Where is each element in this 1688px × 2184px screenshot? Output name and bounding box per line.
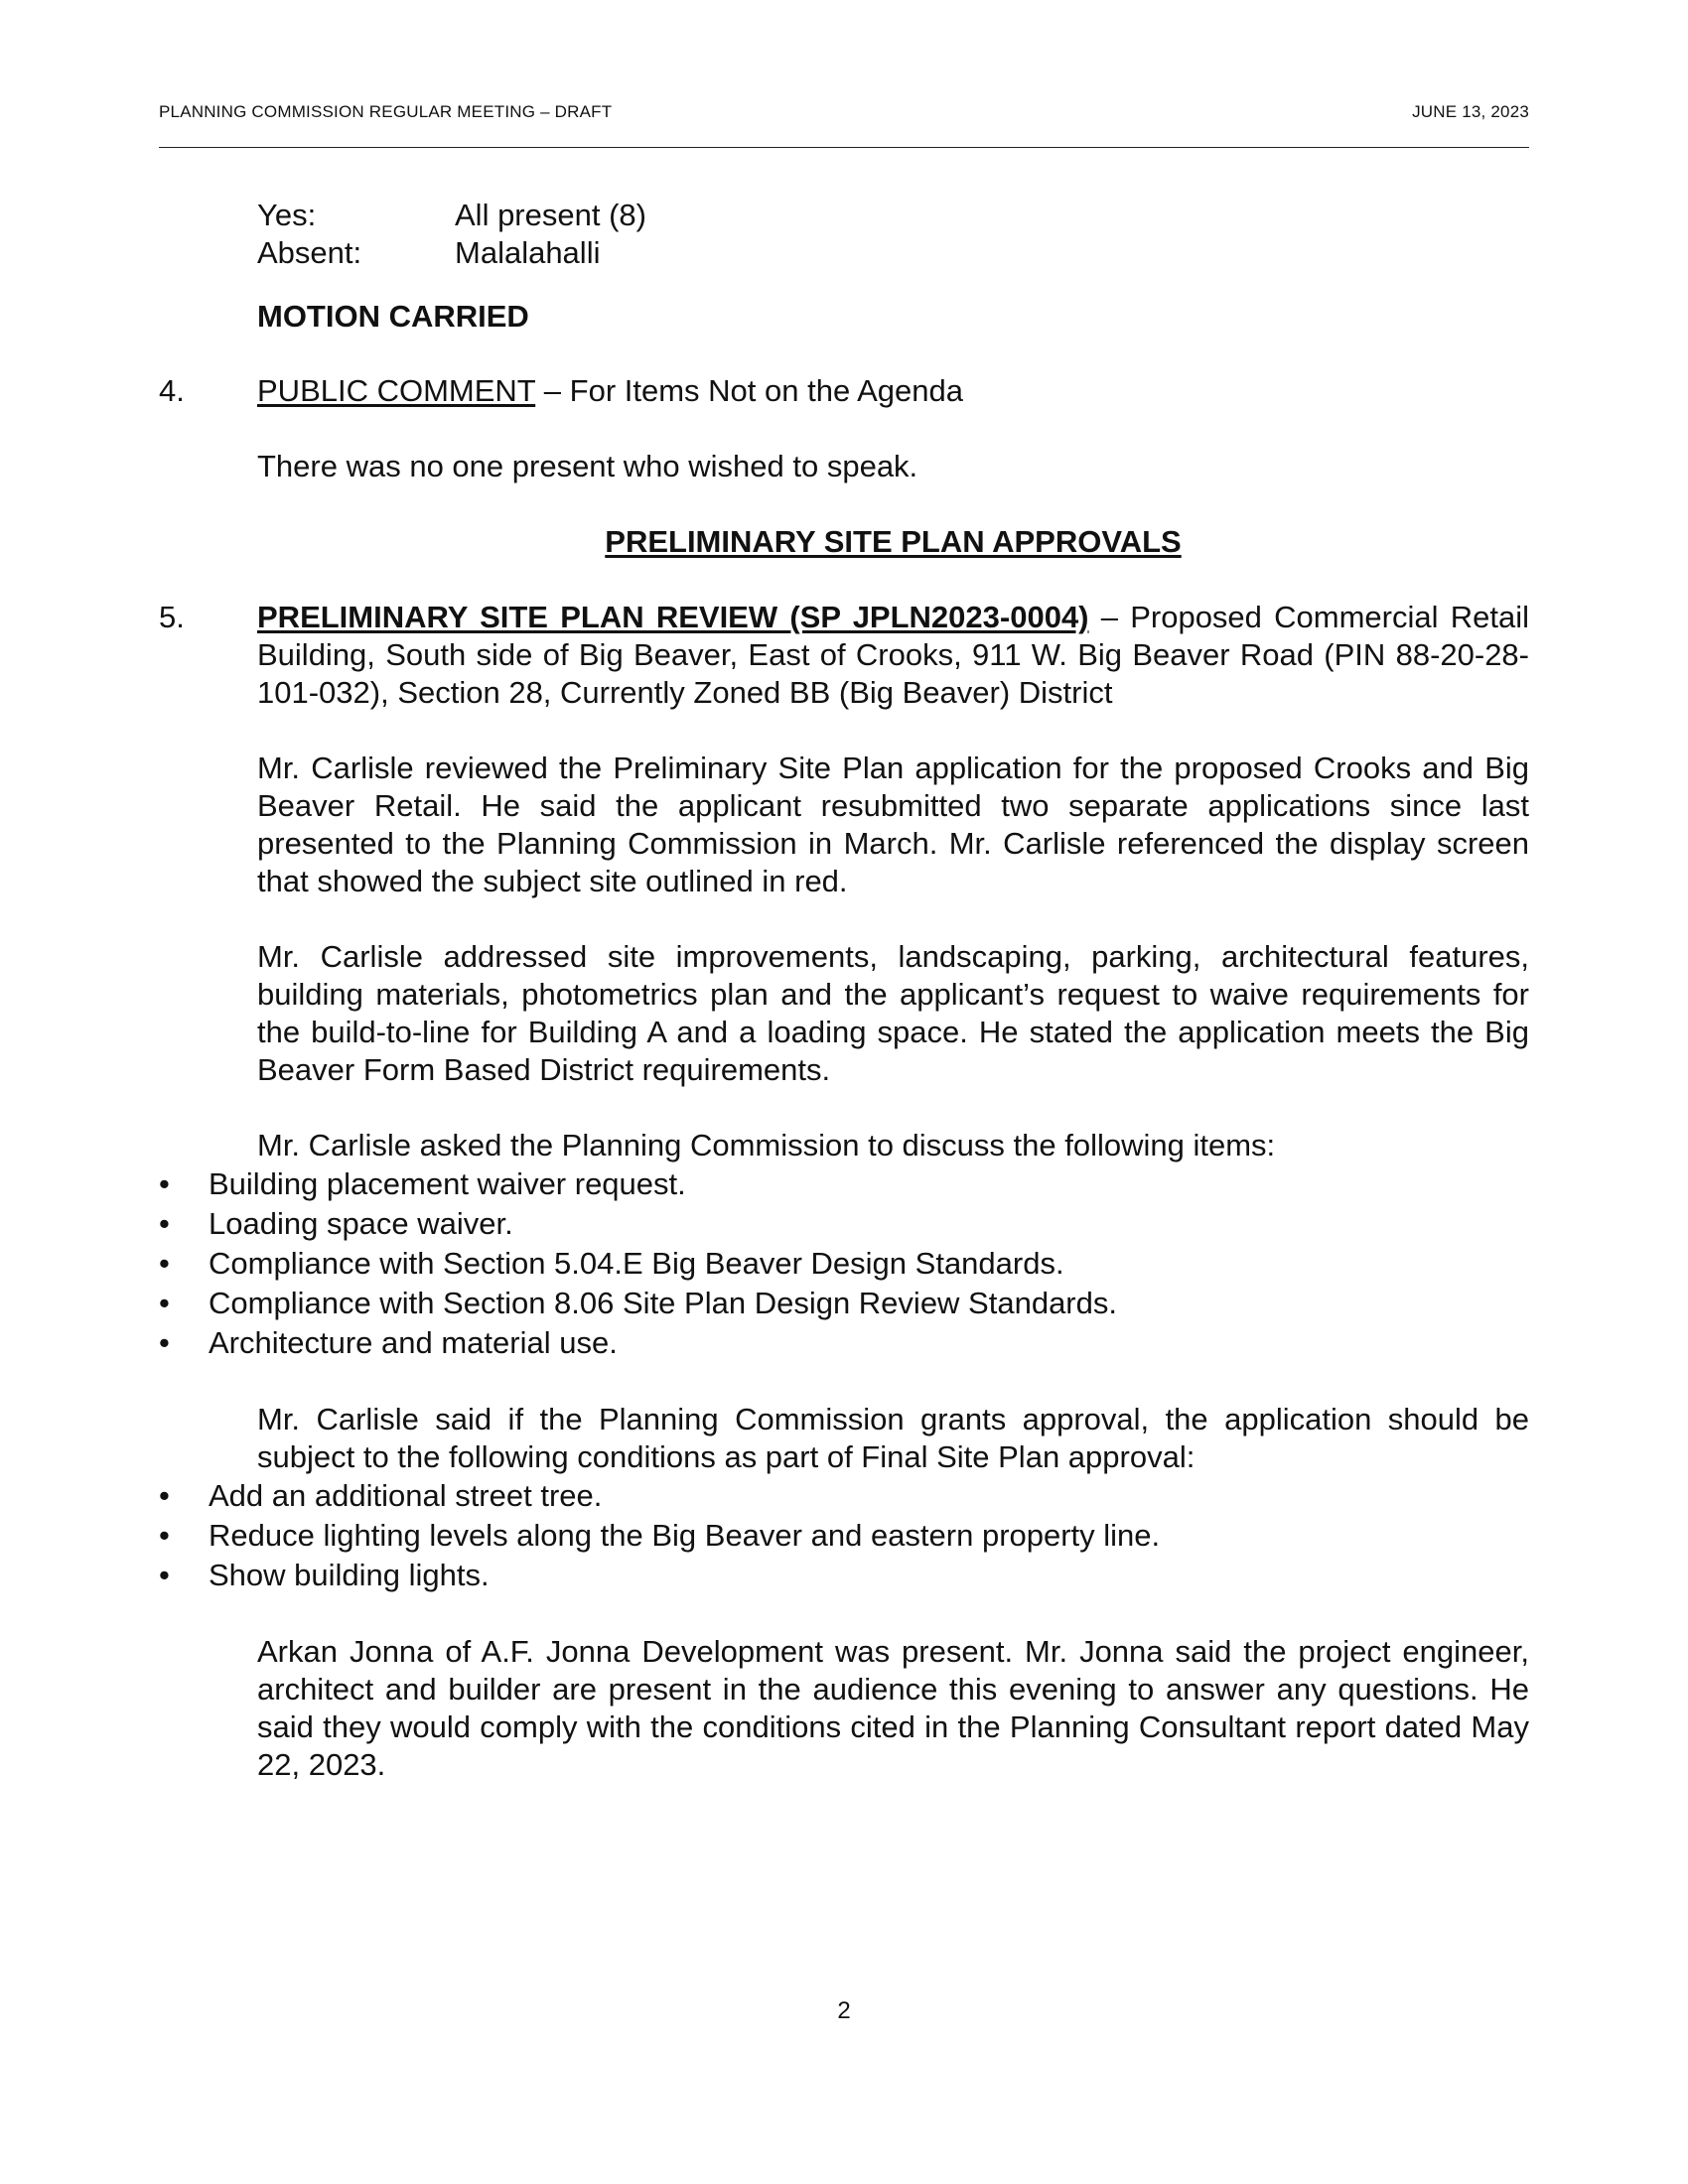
item-heading — [257, 599, 1529, 712]
item-number: 4. — [159, 373, 185, 408]
vote-absent-value: Malalahalli — [455, 235, 601, 270]
vote-yes-label: Yes: — [257, 198, 317, 232]
item-title: PUBLIC COMMENT — [257, 373, 536, 408]
vote-yes-value: All present (8) — [455, 198, 646, 232]
paragraph-conditions-intro: Mr. Carlisle said if the Planning Commission grants approval, the application should be subject to the following conditions as part of Final Site Plan approval: — [257, 1402, 1529, 1474]
list-item-text: Add an additional street tree. — [209, 1478, 603, 1513]
bullet-icon: • — [159, 1325, 170, 1360]
item-subtitle: – For Items Not on the Agenda — [535, 373, 963, 408]
paragraph-improvements: Mr. Carlisle addressed site improvements, landscaping, parking, architectural features, building materials, photometrics plan and the applicant’s request to waive requirements for the build-to-line for Building A and a loading space. He stated the application meets the Big Beaver Form Based District requirements. — [257, 939, 1529, 1087]
list-item-text: Reduce lighting levels along the Big Beaver and eastern property line. — [209, 1518, 1161, 1553]
item-title: PRELIMINARY SITE PLAN REVIEW (SP JPLN2023-0004) — [257, 600, 1089, 634]
page-body — [159, 197, 1529, 1784]
agenda-item-4 — [159, 372, 1529, 410]
paragraph-review: Mr. Carlisle reviewed the Preliminary Site Plan application for the proposed Crooks and Big Beaver Retail. He said the applicant resubmitted two separate applications since last presented to the Planning Commission in March. Mr. Carlisle referenced the display screen that showed the subject site outlined in red. — [257, 751, 1529, 898]
bullet-icon: • — [159, 1286, 170, 1320]
list-item-text: Architecture and material use. — [209, 1325, 618, 1360]
item-number: 5. — [159, 600, 185, 634]
bullet-icon: • — [159, 1478, 170, 1513]
list-item-text: Loading space waiver. — [209, 1206, 513, 1241]
vote-absent-label: Absent: — [257, 235, 362, 270]
list-item — [159, 1516, 1431, 1556]
bullet-icon: • — [159, 1558, 170, 1592]
list-item-text: Compliance with Section 8.06 Site Plan Design Review Standards. — [209, 1286, 1117, 1320]
list-item — [159, 1284, 1431, 1323]
bullet-icon: • — [159, 1246, 170, 1281]
paragraph-applicant: Arkan Jonna of A.F. Jonna Development was present. Mr. Jonna said the project engineer, architect and builder are present in the audience this evening to answer any questions. He said they would comply with the conditions cited in the Planning Consultant report dated May 22, 2023. — [257, 1634, 1529, 1782]
list-item-text: Compliance with Section 5.04.E Big Beaver Design Standards. — [209, 1246, 1064, 1281]
paragraph-discussion-intro: Mr. Carlisle asked the Planning Commission to discuss the following items: — [257, 1128, 1276, 1162]
item-heading — [257, 372, 1529, 410]
discussion-items-list — [159, 1164, 1431, 1363]
vote-absent-row — [257, 234, 1529, 272]
agenda-item-5 — [159, 599, 1529, 712]
vote-record — [257, 197, 1529, 336]
header-divider — [159, 147, 1529, 148]
vote-yes-row — [257, 197, 1529, 234]
list-item — [159, 1244, 1431, 1284]
bullet-icon: • — [159, 1518, 170, 1553]
item-description: – Proposed Commercial Retail Building, South side of Big Beaver, East of Crooks, 911 W. Big Beaver Road (PIN 88-20-28-101-032), Section 28, Currently Zoned BB (Big Beaver) District — [257, 600, 1529, 710]
bullet-icon: • — [159, 1166, 170, 1201]
conditions-list — [159, 1476, 1431, 1595]
list-item — [159, 1476, 1431, 1516]
running-header-date: JUNE 13, 2023 — [1412, 102, 1529, 121]
motion-result: MOTION CARRIED — [257, 299, 529, 334]
page-number: 2 — [837, 1997, 851, 2024]
list-item-text: Show building lights. — [209, 1558, 490, 1592]
list-item-text: Building placement waiver request. — [209, 1166, 686, 1201]
section-heading: PRELIMINARY SITE PLAN APPROVALS — [605, 524, 1182, 559]
list-item — [159, 1323, 1431, 1363]
bullet-icon: • — [159, 1206, 170, 1241]
running-header-title: PLANNING COMMISSION REGULAR MEETING – DRAFT — [159, 102, 613, 121]
public-comment-text: There was no one present who wished to speak. — [257, 449, 918, 483]
list-item — [159, 1204, 1431, 1244]
list-item — [159, 1164, 1431, 1204]
list-item — [159, 1556, 1431, 1595]
